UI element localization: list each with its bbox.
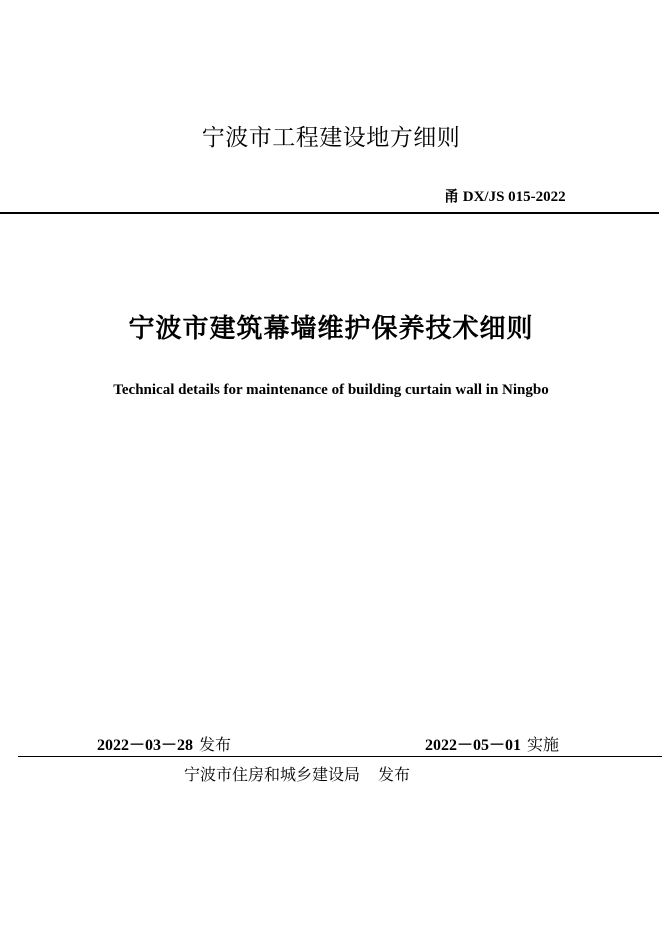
issuer-action: 发布 [378,765,411,784]
implement-date: 2022－05－01 [425,737,522,754]
publish-label: 发布 [199,735,232,754]
implement-label: 实施 [527,735,560,754]
series-title: 宁波市工程建设地方细则 [201,125,461,151]
english-title: Technical details for maintenance of building curtain wall in Ningbo [113,382,549,398]
issuer-name: 宁波市住房和城乡建设局 [184,765,361,784]
publish-date: 2022－03－28 [97,737,194,754]
implement-date-line [425,732,559,755]
document-title: 宁波市建筑幕墙维护保养技术细则 [128,314,534,344]
footer-divider [18,756,662,757]
issuer-line [184,762,410,785]
publish-date-line [97,732,231,755]
standard-code: 甬 DX/JS 015-2022 [444,189,566,205]
header-divider [0,212,659,214]
